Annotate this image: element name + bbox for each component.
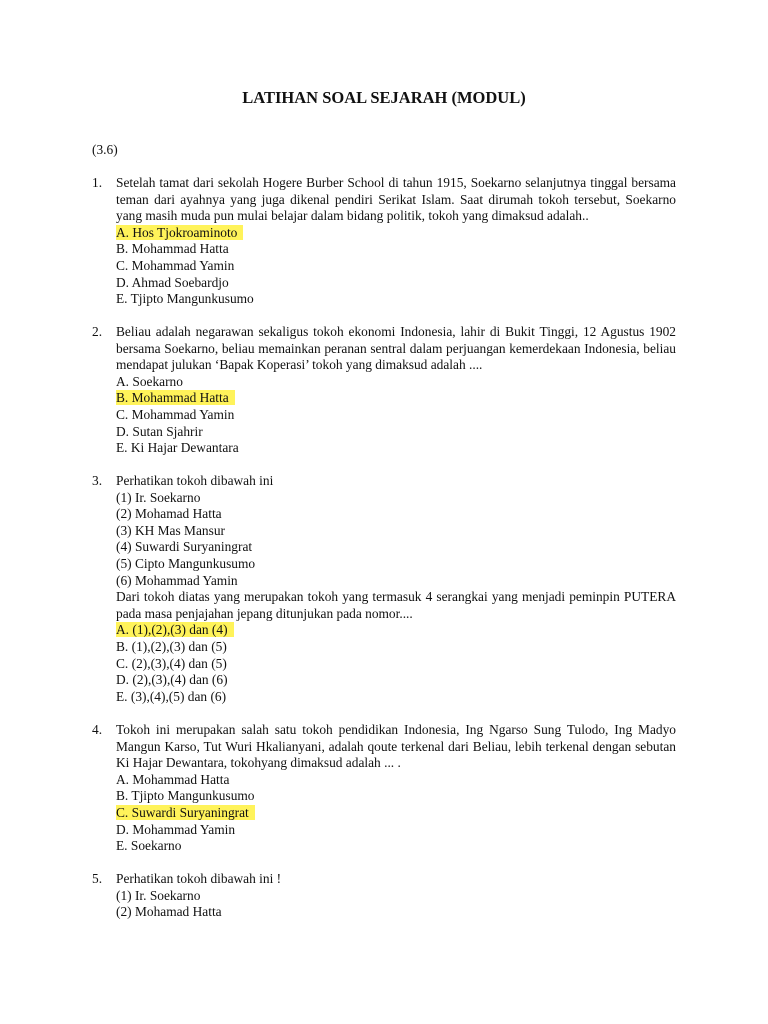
figure-item: (3) KH Mas Mansur bbox=[116, 522, 225, 538]
answer-option-a-highlighted: A. Hos Tjokroaminoto bbox=[116, 225, 243, 240]
answer-option-b: B. Tjipto Mangunkusumo bbox=[116, 788, 255, 804]
answer-option-e: E. Tjipto Mangunkusumo bbox=[116, 291, 254, 307]
question-number: 1. bbox=[92, 175, 103, 190]
question-text: Beliau adalah negarawan sekaligus tokoh ekonomi Indonesia, lahir di Bukit Tinggi, 12 Agustus 1902 bersama Soekarno, beliau memainkan peranan sentral dalam perjuangan kemerdekaan Indonesia, beliau mendapat julukan ‘Bapak Koperasi’ tokoh yang dimaksud adalah .... bbox=[116, 324, 676, 373]
answer-option-d: D. Ahmad Soebardjo bbox=[116, 274, 229, 290]
question-number: 3. bbox=[92, 473, 103, 488]
answer-option-d: D. Mohammad Yamin bbox=[116, 821, 236, 837]
answer-option-c: C. (2),(3),(4) dan (5) bbox=[116, 655, 227, 671]
question-text: Tokoh ini merupakan salah satu tokoh pendidikan Indonesia, Ing Ngarso Sung Tulodo, Ing Madyo Mangun Karso, Tut Wuri Hkalianyani, adalah qoute terkenal dari Beliau, lebih terkenal dengan sebutan Ki Hajar Dewantara, tokohyang dimaksud adalah ... . bbox=[116, 722, 676, 771]
answer-option-d: D. (2),(3),(4) dan (6) bbox=[116, 672, 228, 688]
question-intro: Perhatikan tokoh dibawah ini bbox=[116, 473, 274, 488]
figure-item: (6) Mohammad Yamin bbox=[116, 572, 238, 588]
question-3 bbox=[92, 473, 676, 705]
page-title: LATIHAN SOAL SEJARAH (MODUL) bbox=[242, 88, 526, 107]
question-number: 4. bbox=[92, 722, 103, 737]
figure-item: (5) Cipto Mangunkusumo bbox=[116, 555, 256, 571]
answer-option-e: E. (3),(4),(5) dan (6) bbox=[116, 688, 227, 704]
question-number: 2. bbox=[92, 324, 103, 339]
figure-item: (1) Ir. Soekarno bbox=[116, 887, 201, 903]
figure-item: (2) Mohamad Hatta bbox=[116, 904, 222, 920]
answer-option-e: E. Soekarno bbox=[116, 838, 182, 854]
answer-option-b: B. (1),(2),(3) dan (5) bbox=[116, 638, 227, 654]
answer-option-a-highlighted: A. (1),(2),(3) dan (4) bbox=[116, 622, 234, 637]
answer-option-b-highlighted: B. Mohammad Hatta bbox=[116, 390, 235, 405]
question-intro: Perhatikan tokoh dibawah ini ! bbox=[116, 871, 282, 886]
answer-option-a: A. Mohammad Hatta bbox=[116, 771, 230, 787]
answer-option-c: C. Mohammad Yamin bbox=[116, 406, 235, 422]
answer-option-d: D. Sutan Sjahrir bbox=[116, 423, 203, 439]
question-text: Setelah tamat dari sekolah Hogere Burber School di tahun 1915, Soekarno selanjutnya tinggal bersama teman dari ayahnya yang juga dikenal pendiri Serikat Islam. Saat dirumah tokoh tersebut, Soekarno yang masih muda pun mulai belajar dalam bidang politik, tokoh yang dimaksud adalah.. bbox=[116, 175, 676, 224]
question-number: 5. bbox=[92, 871, 103, 886]
answer-option-c: C. Mohammad Yamin bbox=[116, 257, 235, 273]
question-text: Dari tokoh diatas yang merupakan tokoh yang termasuk 4 serangkai yang menjadi peminpin PUTERA pada masa penjajahan jepang ditunjukan pada nomor.... bbox=[116, 589, 676, 621]
module-code: (3.6) bbox=[92, 142, 118, 157]
figure-item: (1) Ir. Soekarno bbox=[116, 489, 201, 505]
figure-item: (2) Mohamad Hatta bbox=[116, 506, 222, 522]
answer-option-b: B. Mohammad Hatta bbox=[116, 241, 229, 257]
figure-item: (4) Suwardi Suryaningrat bbox=[116, 539, 253, 555]
answer-option-c-highlighted: C. Suwardi Suryaningrat bbox=[116, 805, 255, 820]
answer-option-a: A. Soekarno bbox=[116, 373, 183, 389]
question-1 bbox=[92, 175, 676, 308]
question-4 bbox=[92, 722, 676, 855]
question-2 bbox=[92, 324, 676, 457]
answer-option-e: E. Ki Hajar Dewantara bbox=[116, 440, 239, 456]
question-5 bbox=[92, 871, 676, 921]
